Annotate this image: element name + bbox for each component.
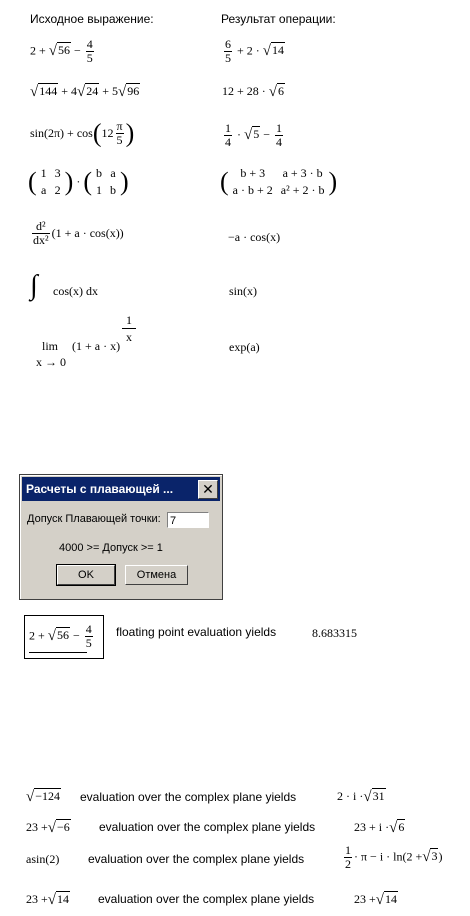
complex-1-expr[interactable]: √−124 bbox=[26, 789, 61, 805]
op: − bbox=[74, 43, 81, 58]
term: 2 bbox=[30, 43, 36, 58]
row1-result bbox=[222, 38, 285, 65]
row6-input[interactable]: cos(x) dx bbox=[53, 284, 98, 298]
tolerance-range: 4000 >= Допуск >= 1 bbox=[59, 542, 163, 554]
float-tolerance-dialog bbox=[19, 474, 223, 600]
complex-1-result: 2 · i ·√31 bbox=[337, 789, 385, 805]
float-eval-region[interactable]: 2 + √56 − $\frac{4}{5}$ bbox=[24, 615, 104, 659]
row4-input[interactable]: ( 1 3 a 2 ) · ( b a 1 b ) bbox=[28, 166, 129, 197]
sqrt: √6 bbox=[268, 84, 284, 100]
exp-num: 1 bbox=[126, 313, 132, 327]
float-eval-result: 8.683315 bbox=[312, 626, 357, 640]
row1-input[interactable] bbox=[30, 38, 96, 65]
row3-input[interactable]: sin(2π) + cos(12 $\frac{\pi}{5}$ ) bbox=[30, 118, 135, 148]
row4-result: ( b + 3 a + 3 · b a · b + 2 a² + 2 · b ) bbox=[220, 166, 338, 197]
complex-2-text: evaluation over the complex plane yields bbox=[99, 820, 316, 834]
row2-input[interactable]: √144 + 4√24 + 5√96 bbox=[30, 84, 140, 100]
sqrt: √56 bbox=[48, 43, 71, 60]
fraction: $\frac{6}{5}$ bbox=[225, 37, 231, 65]
matrix-a: 1 3 a 2 bbox=[40, 166, 61, 197]
matrix-b: b a 1 b bbox=[96, 166, 117, 197]
integral-sign: ∫ bbox=[30, 270, 38, 301]
sqrt: √14 bbox=[262, 43, 284, 60]
complex-2-expr[interactable]: 23 +√−6 bbox=[26, 820, 70, 836]
exp-den: x bbox=[126, 330, 132, 344]
header-input: Исходное выражение: bbox=[30, 12, 154, 26]
close-button[interactable]: ✕ bbox=[198, 480, 218, 499]
complex-3-result: $\frac{1}{2}$ · π − i · ln(2 +√3) bbox=[345, 843, 443, 871]
ok-button[interactable]: OK bbox=[57, 565, 115, 585]
complex-4-result: 23 +√14 bbox=[354, 892, 398, 908]
row2-result: 12 + 28 · √6 bbox=[222, 84, 284, 100]
sqrt: √24 bbox=[77, 84, 99, 100]
lim-sub: x → 0 bbox=[36, 355, 66, 369]
float-eval-text: floating point evaluation yields bbox=[116, 625, 277, 639]
complex-4-expr[interactable]: 23 +√14 bbox=[26, 892, 70, 908]
row3-result: $\frac{1}{4}$ · √5 − $\frac{1}{4}$ bbox=[225, 121, 283, 149]
exp-bar bbox=[122, 328, 136, 329]
complex-2-result: 23 + i ·√6 bbox=[354, 820, 405, 836]
lim: lim bbox=[42, 339, 59, 353]
cancel-button[interactable]: Отмена bbox=[125, 565, 188, 585]
sqrt: √144 bbox=[30, 84, 58, 100]
row5-input[interactable]: $\frac{\text{d²}}{\text{dx²}}$ (1 + a · cos(x)) bbox=[33, 219, 124, 247]
complex-4-text: evaluation over the complex plane yields bbox=[98, 892, 315, 906]
row6-result: sin(x) bbox=[229, 284, 257, 298]
row7-result: exp(a) bbox=[229, 340, 260, 354]
sqrt: √96 bbox=[118, 84, 140, 100]
op: + bbox=[39, 43, 46, 58]
fraction: $\frac{4}{5}$ bbox=[86, 37, 93, 65]
complex-1-text: evaluation over the complex plane yields bbox=[80, 790, 297, 804]
term: + 2 · bbox=[237, 43, 260, 58]
complex-3-expr[interactable]: asin(2) bbox=[26, 852, 60, 866]
row5-result: −a · cos(x) bbox=[228, 230, 281, 244]
tolerance-label: Допуск Плавающей точки: bbox=[27, 513, 161, 525]
selection-underline bbox=[29, 652, 87, 653]
dialog-titlebar[interactable] bbox=[22, 477, 220, 501]
dialog-title: Расчеты с плавающей ... bbox=[26, 482, 174, 496]
row7-input[interactable]: (1 + a · x) bbox=[72, 339, 121, 353]
tolerance-input[interactable]: 7 bbox=[167, 512, 209, 528]
matrix-result: b + 3 a + 3 · b a · b + 2 a² + 2 · b bbox=[232, 166, 325, 197]
header-result: Результат операции: bbox=[221, 12, 336, 26]
complex-3-text: evaluation over the complex plane yields bbox=[88, 852, 305, 866]
